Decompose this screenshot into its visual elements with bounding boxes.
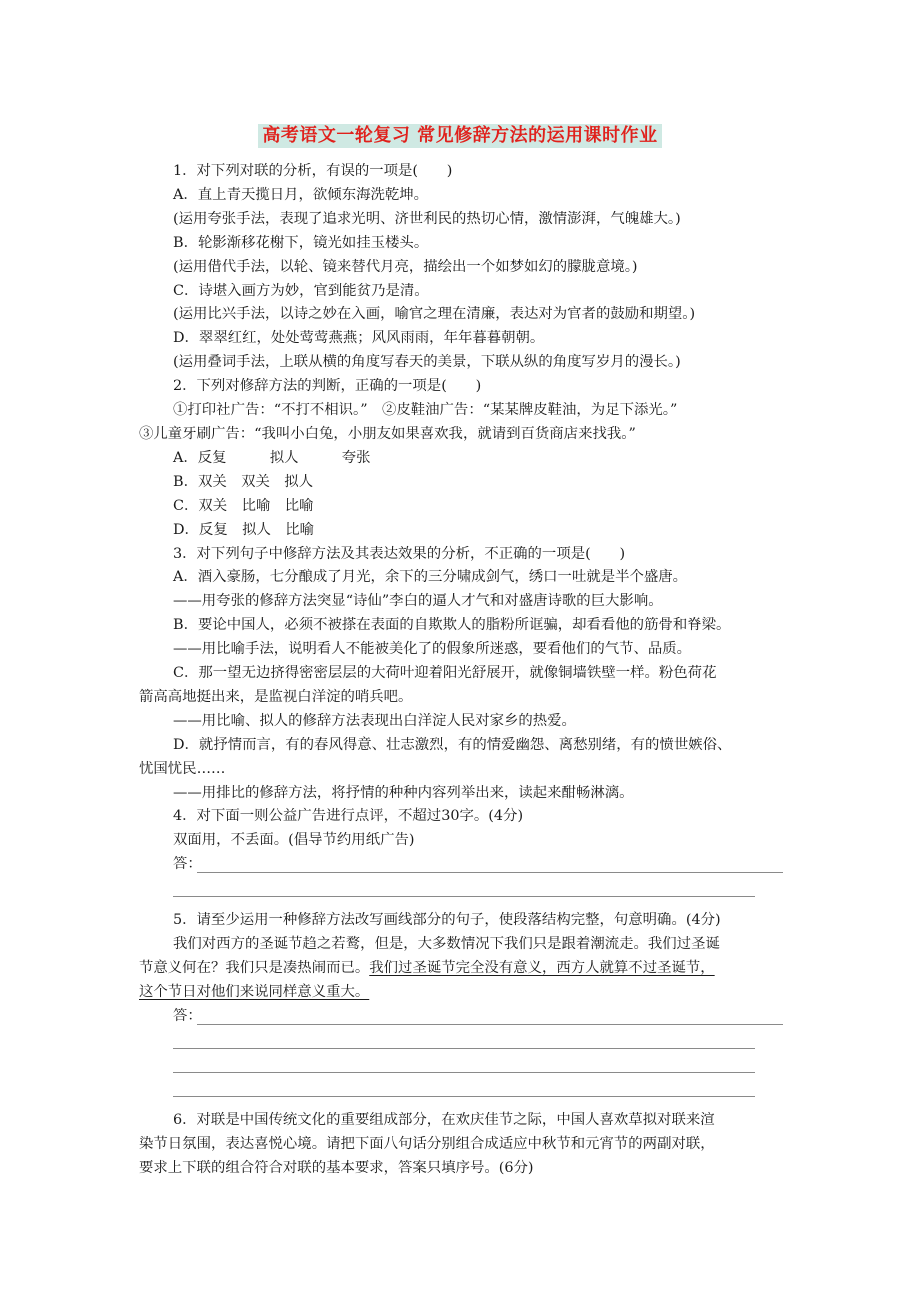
q3-option-d-line-2: 忧国忧民…… [139,760,226,777]
q3-option-a: A．酒入豪肠，七分酿成了月光，余下的三分啸成剑气，绣口一吐就是半个盛唐。 [173,569,688,586]
q5-passage-line-3 [139,981,784,1005]
q5-answer-label: 答： [173,1007,202,1024]
q1-option-a-note: (运用夸张手法，表现了追求光明、济世利民的热切心情，激情澎湃，气魄雄大。) [173,210,681,227]
q3-option-b-note: ——用比喻手法，说明看人不能被美化了的假象所迷惑，要看他们的气节、品质。 [173,641,692,658]
question-5 [139,909,784,1101]
q5-answer-line-4[interactable] [173,1096,755,1097]
q6-line-3: 要求上下联的组合符合对联的基本要求，答案只填序号。(6分) [139,1159,534,1176]
q5-stem: 5．请至少运用一种修辞方法改写画线部分的句子，使段落结构完整，句意明确。(4分) [173,912,721,929]
q5-answer-row-2 [139,1029,784,1053]
q5-answer-row [139,1005,784,1029]
q2-option-b: B．双关 双关 拟人 [173,473,314,490]
q4-stem: 4．对下面一则公益广告进行点评，不超过30字。(4分) [173,808,524,825]
q5-answer-line-1[interactable] [197,1024,783,1025]
page-title: 高考语文一轮复习 常见修辞方法的运用课时作业 [258,124,661,148]
q3-option-c-line-2: 箭高高地挺出来，是监视白洋淀的哨兵吧。 [139,688,413,705]
q1-option-c-note: (运用比兴手法，以诗之妙在入画，喻官之理在清廉，表达对为官者的鼓励和期望。) [173,306,696,323]
q4-answer-line-2[interactable] [173,896,755,897]
q5-passage-plain: 节意义何在？我们只是凑热闹而已。 [139,960,370,977]
q2-stem: 2．下列对修辞方法的判断，正确的一项是( ) [173,378,482,395]
q5-answer-line-3[interactable] [173,1072,755,1073]
q5-answer-line-2[interactable] [173,1048,755,1049]
document-body [139,160,784,1181]
q5-passage-line-1: 我们对西方的圣诞节趋之若鹜，但是，大多数情况下我们只是跟着潮流走。我们过圣诞 [173,936,720,953]
q4-answer-line-1[interactable] [197,872,783,873]
q4-answer-row [139,853,784,877]
q2-option-d: D．反复 拟人 比喻 [173,521,315,538]
q2-ads-line-1: ①打印社广告：“不打不相识。” ②皮鞋油广告：“某某牌皮鞋油，为足下添光。” [173,402,678,419]
q3-option-b: B．要论中国人，必须不被搽在表面的自欺欺人的脂粉所诓骗，却看看他的筋骨和脊梁。 [173,617,731,634]
title-wrap [0,124,920,148]
q5-passage-line-2 [139,957,784,981]
q2-option-c: C．双关 比喻 比喻 [173,497,314,514]
q1-stem: 1．对下列对联的分析，有误的一项是( ) [173,163,453,179]
q5-underlined-part-2: 这个节日对他们来说同样意义重大。 [139,984,370,1000]
q5-underlined-part-1: 我们过圣诞节完全没有意义，西方人就算不过圣诞节， [369,960,715,977]
q2-option-a: A．反复 拟人 夸张 [173,449,371,466]
q1-option-b: B．轮影渐移花榭下，镜光如挂玉楼头。 [173,234,429,251]
q3-option-d-line-1: D．就抒情而言，有的春风得意、壮志激烈，有的情爱幽怨、离愁别绪，有的愤世嫉俗、 [173,736,732,753]
q4-answer-row-2 [139,877,784,901]
question-3 [139,543,784,806]
q3-option-a-note: ——用夸张的修辞方法突显“诗仙”李白的逼人才气和对盛唐诗歌的巨大影响。 [173,593,663,610]
question-1 [139,160,784,375]
q3-stem: 3．对下列句子中修辞方法及其表达效果的分析，不正确的一项是( ) [173,545,626,562]
question-6 [139,1109,784,1181]
q4-answer-label: 答： [173,856,202,873]
q2-ads-line-2: ③儿童牙刷广告：“我叫小白兔，小朋友如果喜欢我，就请到百货商店来找我。” [139,425,636,442]
q1-option-a: A．直上青天揽日月，欲倾东海洗乾坤。 [173,186,429,203]
q5-answer-row-3 [139,1053,784,1077]
q3-option-c-note: ——用比喻、拟人的修辞方法表现出白洋淀人民对家乡的热爱。 [173,712,576,729]
q3-option-c-line-1: C．那一望无边挤得密密层层的大荷叶迎着阳光舒展开，就像铜墙铁壁一样。粉色荷花 [173,665,717,682]
question-4 [139,805,784,901]
q1-option-c: C．诗堪入画方为妙，官到能贫乃是清。 [173,282,429,299]
q5-answer-row-4 [139,1077,784,1101]
q1-option-d: D．翠翠红红，处处莺莺燕燕；风风雨雨，年年暮暮朝朝。 [173,330,545,347]
q6-line-1: 6．对联是中国传统文化的重要组成部分，在欢庆佳节之际，中国人喜欢草拟对联来渲 [173,1111,715,1128]
q1-option-d-note: (运用叠词手法，上联从横的角度写春天的美景，下联从纵的角度写岁月的漫长。) [173,354,681,371]
q3-option-d-note: ——用排比的修辞方法，将抒情的种种内容列举出来，读起来酣畅淋漓。 [173,784,634,801]
question-2 [139,375,784,542]
q1-option-b-note: (运用借代手法，以轮、镜来替代月亮，描绘出一个如梦如幻的朦胧意境。) [173,258,638,275]
q6-line-2: 染节日氛围，表达喜悦心境。请把下面八句话分别组合成适应中秋节和元宵节的两副对联， [139,1135,715,1152]
q4-ad-text: 双面用，不丢面。(倡导节约用纸广告) [173,832,415,849]
